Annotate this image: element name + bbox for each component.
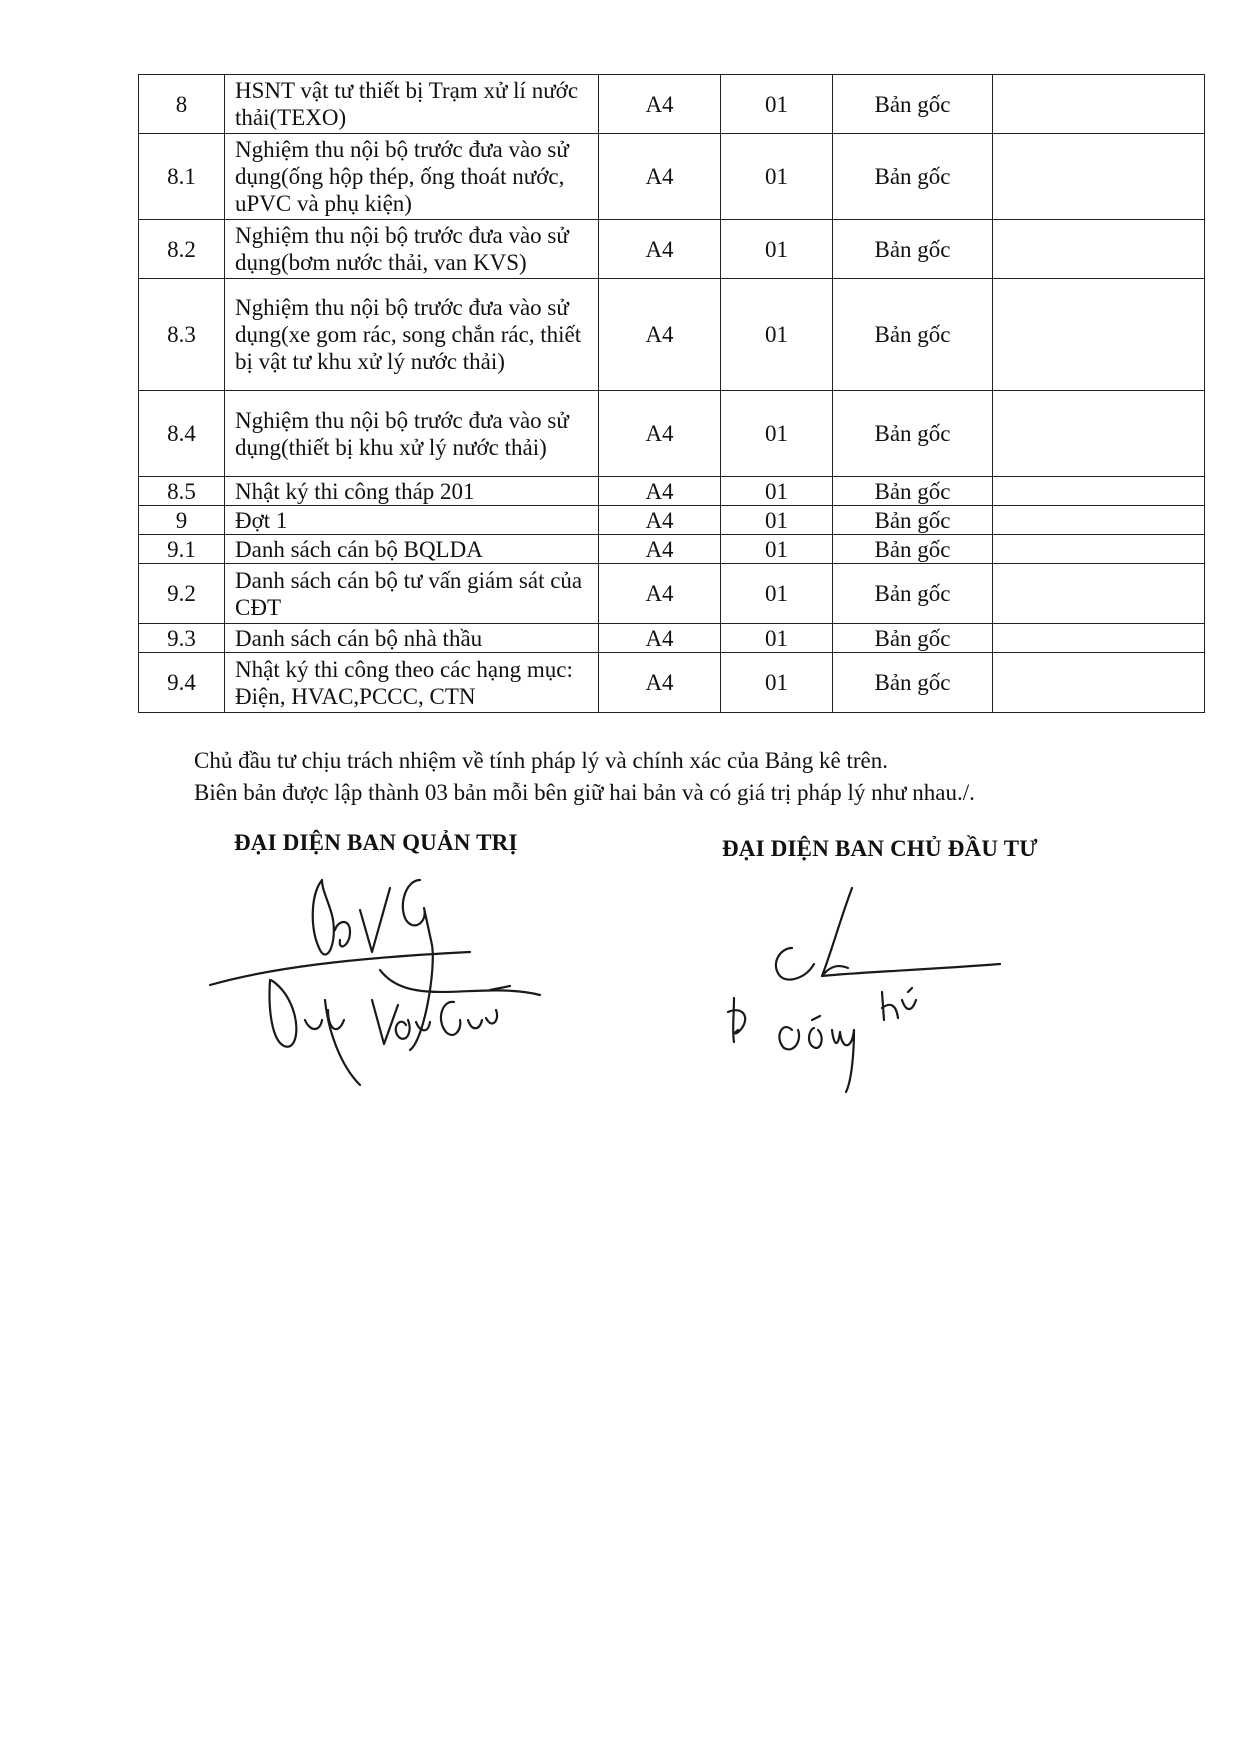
row-number: 9	[139, 506, 225, 535]
row-name: Danh sách cán bộ nhà thầu	[225, 624, 599, 653]
row-size: A4	[599, 391, 721, 477]
row-number: 9.4	[139, 653, 225, 713]
row-type: Bản gốc	[833, 75, 993, 134]
table-row	[139, 624, 1205, 653]
table-row	[139, 535, 1205, 564]
row-name: HSNT vật tư thiết bị Trạm xử lí nước thải(TEXO)	[225, 75, 599, 134]
row-name: Nhật ký thi công tháp 201	[225, 477, 599, 506]
row-note	[993, 624, 1205, 653]
table-row	[139, 134, 1205, 220]
left-signature	[210, 860, 570, 1090]
copies-note: Biên bản được lập thành 03 bản mỗi bên giữ hai bản và có giá trị pháp lý như nhau./.	[194, 780, 975, 805]
table-row	[139, 391, 1205, 477]
row-note	[993, 279, 1205, 391]
row-quantity: 01	[721, 624, 833, 653]
right-signature-title: ĐẠI DIỆN BAN CHỦ ĐẦU TƯ	[722, 836, 1038, 861]
table-row	[139, 506, 1205, 535]
row-name: Danh sách cán bộ BQLDA	[225, 535, 599, 564]
row-number: 9.2	[139, 564, 225, 624]
row-quantity: 01	[721, 535, 833, 564]
right-signature	[722, 880, 1022, 1110]
row-quantity: 01	[721, 477, 833, 506]
row-note	[993, 75, 1205, 134]
row-name: Nghiệm thu nội bộ trước đưa vào sử dụng(ống hộp thép, ống thoát nước, uPVC và phụ kiện)	[225, 134, 599, 220]
row-name: Danh sách cán bộ tư vấn giám sát của CĐT	[225, 564, 599, 624]
table-row	[139, 220, 1205, 279]
row-quantity: 01	[721, 564, 833, 624]
row-note	[993, 477, 1205, 506]
row-name: Đợt 1	[225, 506, 599, 535]
row-size: A4	[599, 134, 721, 220]
row-type: Bản gốc	[833, 220, 993, 279]
table-row	[139, 564, 1205, 624]
row-size: A4	[599, 75, 721, 134]
row-name: Nghiệm thu nội bộ trước đưa vào sử dụng(bơm nước thải, van KVS)	[225, 220, 599, 279]
row-quantity: 01	[721, 391, 833, 477]
row-type: Bản gốc	[833, 279, 993, 391]
row-note	[993, 653, 1205, 713]
row-note	[993, 535, 1205, 564]
row-quantity: 01	[721, 279, 833, 391]
row-size: A4	[599, 279, 721, 391]
row-name: Nhật ký thi công theo các hạng mục: Điện, HVAC,PCCC, CTN	[225, 653, 599, 713]
row-number: 8.2	[139, 220, 225, 279]
row-number: 8	[139, 75, 225, 134]
row-size: A4	[599, 220, 721, 279]
row-type: Bản gốc	[833, 624, 993, 653]
row-name: Nghiệm thu nội bộ trước đưa vào sử dụng(xe gom rác, song chắn rác, thiết bị vật tư khu xử lý nước thải)	[225, 279, 599, 391]
row-type: Bản gốc	[833, 653, 993, 713]
row-size: A4	[599, 506, 721, 535]
row-size: A4	[599, 564, 721, 624]
row-note	[993, 506, 1205, 535]
closing-notes	[194, 745, 975, 809]
table-row	[139, 653, 1205, 713]
row-name: Nghiệm thu nội bộ trước đưa vào sử dụng(thiết bị khu xử lý nước thải)	[225, 391, 599, 477]
row-size: A4	[599, 653, 721, 713]
row-type: Bản gốc	[833, 506, 993, 535]
row-note	[993, 391, 1205, 477]
responsibility-note: Chủ đầu tư chịu trách nhiệm về tính pháp lý và chính xác của Bảng kê trên.	[194, 748, 888, 773]
table-body	[139, 75, 1205, 713]
row-type: Bản gốc	[833, 134, 993, 220]
left-signature-title: ĐẠI DIỆN BAN QUẢN TRỊ	[234, 830, 518, 855]
row-quantity: 01	[721, 506, 833, 535]
row-size: A4	[599, 624, 721, 653]
row-size: A4	[599, 477, 721, 506]
row-quantity: 01	[721, 220, 833, 279]
row-type: Bản gốc	[833, 477, 993, 506]
row-type: Bản gốc	[833, 535, 993, 564]
row-number: 9.1	[139, 535, 225, 564]
table-row	[139, 477, 1205, 506]
row-note	[993, 564, 1205, 624]
row-note	[993, 220, 1205, 279]
row-number: 8.4	[139, 391, 225, 477]
row-quantity: 01	[721, 653, 833, 713]
row-number: 8.3	[139, 279, 225, 391]
row-type: Bản gốc	[833, 391, 993, 477]
row-note	[993, 134, 1205, 220]
row-number: 8.5	[139, 477, 225, 506]
table-row	[139, 279, 1205, 391]
row-number: 8.1	[139, 134, 225, 220]
row-quantity: 01	[721, 134, 833, 220]
row-quantity: 01	[721, 75, 833, 134]
row-size: A4	[599, 535, 721, 564]
row-number: 9.3	[139, 624, 225, 653]
document-list-table	[138, 74, 1205, 713]
table-row	[139, 75, 1205, 134]
row-type: Bản gốc	[833, 564, 993, 624]
